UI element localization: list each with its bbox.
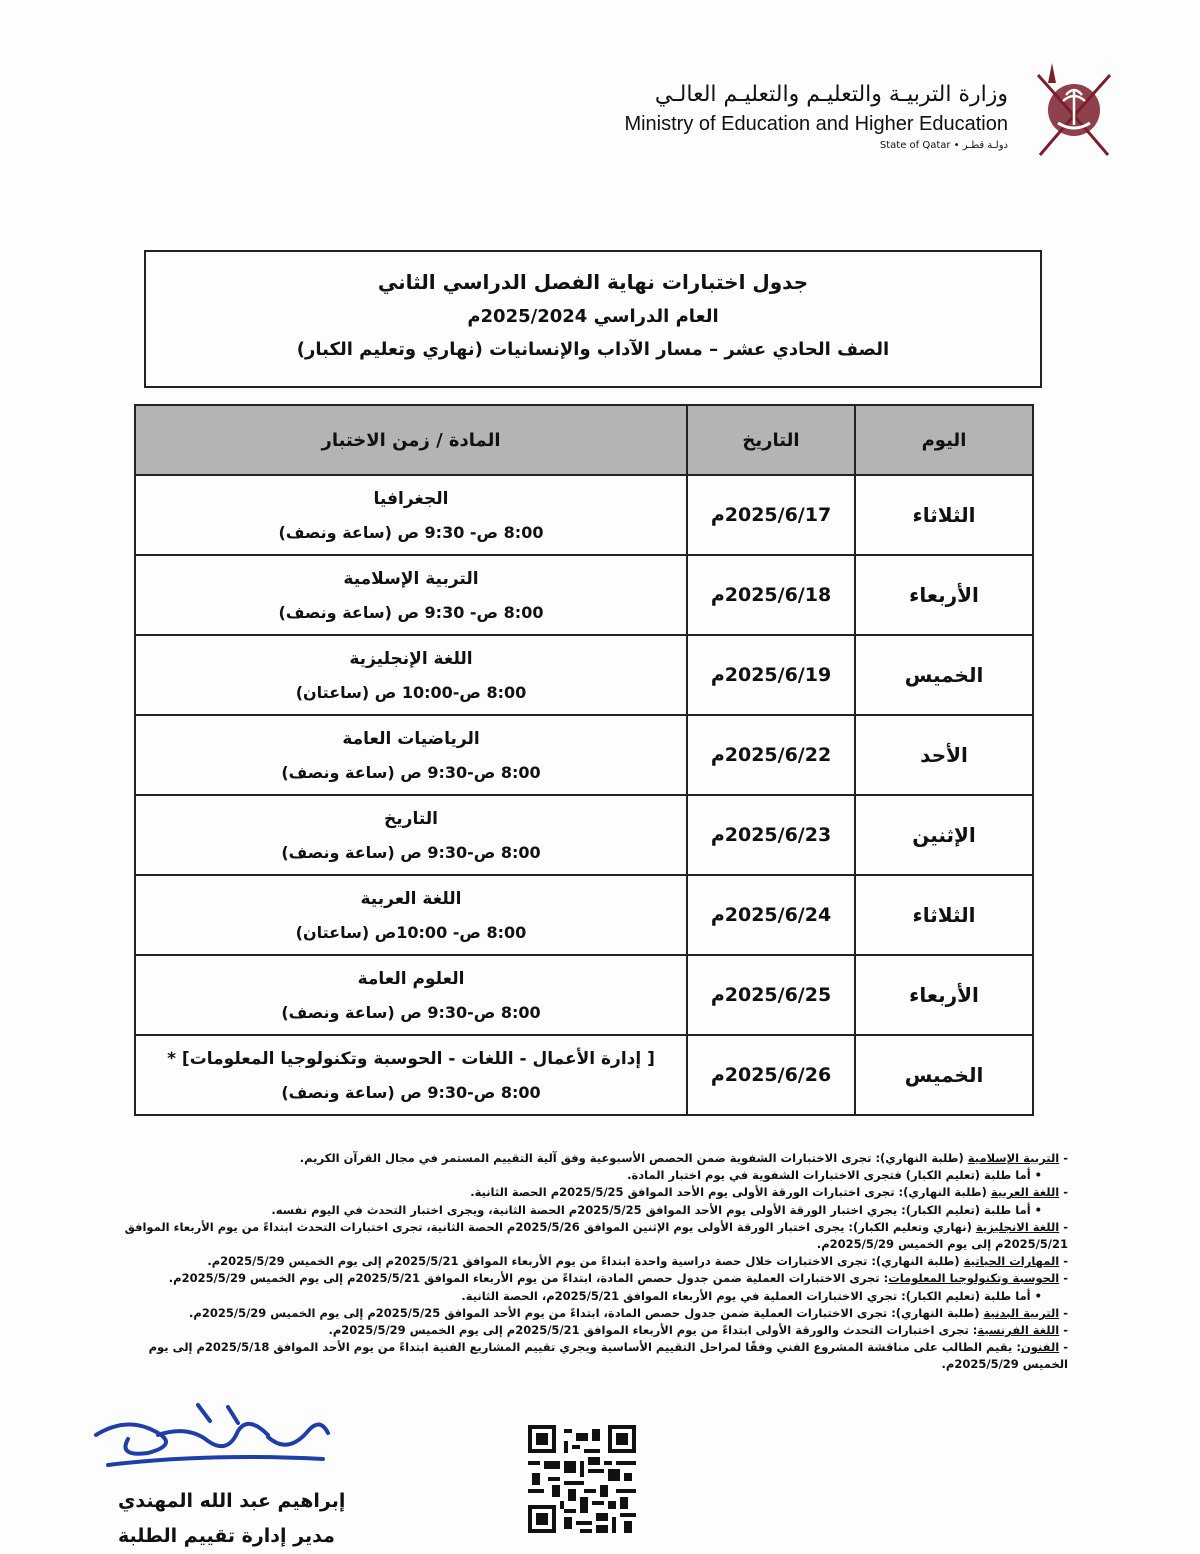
exam-time: 8:00 ص-9:30 ص (ساعة ونصف) — [281, 842, 541, 862]
subject-cell — [135, 475, 687, 555]
signatory-role: مدير إدارة تقييم الطلبة — [118, 1525, 335, 1547]
date-cell: 2025/6/24م — [687, 875, 855, 955]
exam-notes-list — [108, 1150, 1068, 1374]
date-cell: 2025/6/26م — [687, 1035, 855, 1115]
date-cell: 2025/6/19م — [687, 635, 855, 715]
day-cell: الأربعاء — [855, 555, 1033, 635]
note-text: : تجرى الاختبارات العملية ضمن جدول حصص المادة، ابتداءً من يوم الأربعاء الموافق 2025/5/21م إلى يوم الخميس 2025/5/29م. — [168, 1271, 889, 1286]
signature-image — [88, 1395, 338, 1485]
date-cell: 2025/6/22م — [687, 715, 855, 795]
subject-cell — [135, 955, 687, 1035]
exam-time: 8:00 ص-9:30 ص (ساعة ونصف) — [281, 1002, 541, 1022]
exam-time: 8:00 ص- 9:30 ص (ساعة ونصف) — [278, 602, 544, 622]
note-item: • أما طلبة (تعليم الكبار) فتجرى الاختبارات الشفوية في يوم اختبار المادة. — [627, 1168, 1042, 1183]
title-box — [144, 250, 1042, 388]
note-title: التربية الإسلامية — [967, 1151, 1060, 1165]
note-title: المهارات الحياتية — [963, 1254, 1060, 1269]
date-cell: 2025/6/25م — [687, 955, 855, 1035]
state-label: State of Qatar • دولـة قطـر — [879, 140, 1008, 151]
subject-name: التربية الإسلامية — [343, 568, 479, 589]
signatory-name: إبراهيم عبد الله المهندي — [118, 1490, 346, 1512]
note-item: - الفنون: يقيم الطالب على مناقشة المشروع الفني وفقًا لمراحل التقييم الأساسية ويجري تقييم المشاريع الفنية ابتداءً من يوم الأحد الموافق 2025/5/18م إلى يوم الخميس 2025/5/29م. — [148, 1340, 1068, 1372]
subject-cell — [135, 1035, 687, 1115]
table-row — [135, 555, 1033, 635]
exam-time: 8:00 ص- 9:30 ص (ساعة ونصف) — [278, 522, 544, 542]
header-day: اليوم — [855, 405, 1033, 475]
subject-cell — [135, 635, 687, 715]
note-item: - التربية البدنية (طلبة النهاري): تجرى الاختبارات العملية ضمن جدول حصص المادة، ابتداءً من يوم الأحد الموافق 2025/5/25م إلى يوم الخميس 2025/5/29م. — [189, 1305, 1068, 1320]
note-item: - التربية الإسلامية (طلبة النهاري): تجرى الاختبارات الشفوية ضمن الحصص الأسبوعية وفق آلية التقييم المستمر في مجال القرآن الكريم. — [299, 1151, 1068, 1165]
header-date: التاريخ — [687, 405, 855, 475]
note-text: : يقيم الطالب على مناقشة المشروع الفني وفقًا لمراحل التقييم الأساسية ويجري تقييم المشاريع الفنية ابتداءً من يوم الأحد الموافق 2025/5/18م إلى يوم الخميس 2025/5/29م. — [148, 1340, 1068, 1372]
day-cell: الخميس — [855, 1035, 1033, 1115]
grade-track: الصف الحادي عشر – مسار الآداب والإنسانيات (نهاري وتعليم الكبار) — [296, 339, 890, 360]
exam-time: 8:00 ص- 10:00ص (ساعتان) — [295, 922, 527, 942]
note-text: (طلبة النهاري): تجرى الاختبارات خلال حصة دراسية واحدة ابتداءً من يوم الأربعاء الموافق 2025/5/21م إلى يوم الخميس 2025/5/29م. — [207, 1254, 964, 1269]
qr-code-icon — [528, 1425, 636, 1533]
note-text: أما طلبة (تعليم الكبار): يجري اختبار الورقة الأولى يوم الأحد الموافق 2025/5/25م الحصة الثانية، ويجرى اختبار التحدث في اليوم نفسه. — [271, 1202, 1031, 1217]
day-cell: الثلاثاء — [855, 875, 1033, 955]
subject-name: اللغة العربية — [360, 888, 462, 909]
qatar-emblem-logo — [1030, 55, 1118, 160]
academic-year: العام الدراسي 2025/2024م — [467, 306, 719, 327]
table-row — [135, 875, 1033, 955]
subject-name: الرياضيات العامة — [342, 728, 480, 749]
note-item: • أما طلبة (تعليم الكبار): تجري الاختبارات العملية في يوم الأربعاء الموافق 2025/5/21م، الحصة الثانية. — [461, 1288, 1042, 1303]
ministry-name-english: Ministry of Education and Higher Education — [624, 113, 1008, 135]
table-row — [135, 1035, 1033, 1115]
schedule-title: جدول اختبارات نهاية الفصل الدراسي الثاني — [377, 270, 809, 294]
exam-time: 8:00 ص-9:30 ص (ساعة ونصف) — [281, 1082, 541, 1102]
date-cell: 2025/6/18م — [687, 555, 855, 635]
subject-name: العلوم العامة — [357, 968, 465, 989]
subject-cell — [135, 555, 687, 635]
note-title: التربية البدنية — [983, 1305, 1060, 1320]
ministry-name-arabic: وزارة التربيـة والتعليـم والتعليـم العالـي — [654, 82, 1008, 107]
subject-name: اللغة الإنجليزية — [349, 648, 473, 669]
note-text: (طلبة النهاري): تجرى الاختبارات الشفوية ضمن الحصص الأسبوعية وفق آلية التقييم المستمر في مجال القرآن الكريم. — [299, 1151, 968, 1165]
day-cell: الخميس — [855, 635, 1033, 715]
date-cell: 2025/6/23م — [687, 795, 855, 875]
table-row — [135, 635, 1033, 715]
note-item: • أما طلبة (تعليم الكبار): يجري اختبار الورقة الأولى يوم الأحد الموافق 2025/5/25م الحصة الثانية، ويجرى اختبار التحدث في اليوم نفسه. — [271, 1202, 1042, 1217]
note-text: (طلبة النهاري): تجرى اختبارات الورقة الأولى يوم الأحد الموافق 2025/5/25م الحصة الثانية. — [470, 1185, 991, 1200]
note-text: أما طلبة (تعليم الكبار): تجري الاختبارات العملية في يوم الأربعاء الموافق 2025/5/21م، الحصة الثانية. — [461, 1288, 1031, 1303]
note-title: اللغة الفرنسية — [977, 1323, 1060, 1338]
note-title: الفنون — [1020, 1340, 1060, 1355]
day-cell: الإثنين — [855, 795, 1033, 875]
note-item: - اللغة العربية (طلبة النهاري): تجرى اختبارات الورقة الأولى يوم الأحد الموافق 2025/5/25م الحصة الثانية. — [470, 1185, 1068, 1200]
note-item: - اللغة الانجليزية (نهاري وتعليم الكبار): يجرى اختبار الورقة الأولى يوم الإثنين الموافق 2025/5/26م الحصة الثانية، تجرى اختبارات التحدث ابتداءً من يوم الأربعاء الموافق 2025/5/21م إلى يوم الخميس 2025/5/29م. — [124, 1219, 1068, 1252]
note-text: (طلبة النهاري): تجرى الاختبارات العملية ضمن جدول حصص المادة، ابتداءً من يوم الأحد الموافق 2025/5/25م إلى يوم الخميس 2025/5/29م. — [189, 1305, 984, 1320]
subject-cell — [135, 795, 687, 875]
subject-cell — [135, 875, 687, 955]
note-title: اللغة العربية — [990, 1185, 1060, 1200]
table-row — [135, 955, 1033, 1035]
subject-name: الجغرافيا — [373, 488, 449, 509]
day-cell: الأحد — [855, 715, 1033, 795]
note-text: (نهاري وتعليم الكبار): يجرى اختبار الورقة الأولى يوم الإثنين الموافق 2025/5/26م الحصة الثانية، تجرى اختبارات التحدث ابتداءً من يوم الأربعاء الموافق 2025/5/21م إلى يوم الخميس 2025/5/29م. — [124, 1219, 1068, 1252]
header-subject: المادة / زمن الاختبار — [135, 405, 687, 475]
exam-time: 8:00 ص-10:00 ص (ساعتان) — [295, 682, 527, 702]
note-item: - الحوسبة وتكنولوجيا المعلومات: تجرى الاختبارات العملية ضمن جدول حصص المادة، ابتداءً من يوم الأربعاء الموافق 2025/5/21م إلى يوم الخميس 2025/5/29م. — [168, 1271, 1068, 1286]
date-cell: 2025/6/17م — [687, 475, 855, 555]
table-row — [135, 475, 1033, 555]
exam-time: 8:00 ص-9:30 ص (ساعة ونصف) — [281, 762, 541, 782]
note-item: - اللغة الفرنسية: تجرى اختبارات التحدث والورقة الأولى ابتداءً من يوم الأربعاء الموافق 2025/5/21م إلى يوم الخميس 2025/5/29م. — [328, 1323, 1068, 1338]
subject-name: [ إدارة الأعمال - اللغات - الحوسبة وتكنولوجيا المعلومات] * — [167, 1048, 655, 1069]
note-text: : تجرى اختبارات التحدث والورقة الأولى ابتداءً من يوم الأربعاء الموافق 2025/5/21م إلى يوم الخميس 2025/5/29م. — [328, 1323, 978, 1338]
exam-schedule-table — [134, 404, 1034, 1116]
day-cell: الثلاثاء — [855, 475, 1033, 555]
subject-cell — [135, 715, 687, 795]
note-item: - المهارات الحياتية (طلبة النهاري): تجرى الاختبارات خلال حصة دراسية واحدة ابتداءً من يوم الأربعاء الموافق 2025/5/21م إلى يوم الخميس 2025/5/29م. — [207, 1254, 1068, 1269]
subject-name: التاريخ — [384, 808, 438, 829]
table-header-row — [135, 405, 1033, 475]
day-cell: الأربعاء — [855, 955, 1033, 1035]
note-text: أما طلبة (تعليم الكبار) فتجرى الاختبارات الشفوية في يوم اختبار المادة. — [627, 1168, 1031, 1183]
table-row — [135, 715, 1033, 795]
note-title: الحوسبة وتكنولوجيا المعلومات — [888, 1271, 1060, 1286]
note-title: اللغة الانجليزية — [975, 1219, 1060, 1234]
table-row — [135, 795, 1033, 875]
